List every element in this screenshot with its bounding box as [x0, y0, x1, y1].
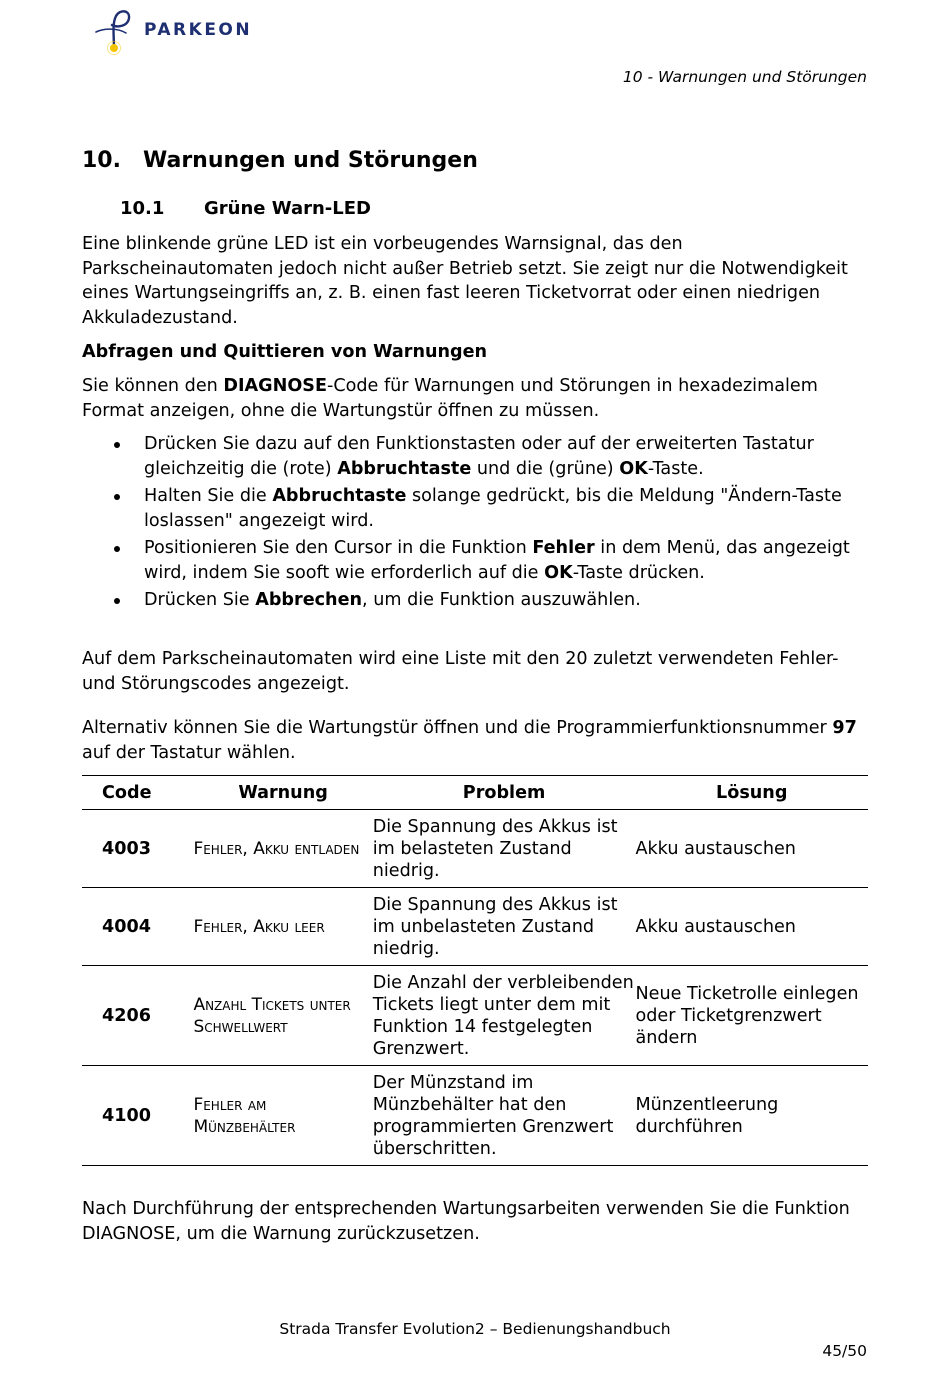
table-row	[82, 810, 868, 888]
cell-code: 4100	[82, 1066, 193, 1166]
header-code: Code	[82, 776, 193, 810]
bullet-text: Drücken Sie	[144, 590, 256, 610]
subsection-heading	[120, 198, 371, 219]
warning-codes-table	[82, 775, 868, 1166]
header-solution: Lösung	[635, 776, 868, 810]
footer-manual-title: Strada Transfer Evolution2 – Bedienungshandbuch	[279, 1320, 671, 1338]
cell-code: 4206	[82, 966, 193, 1066]
alternative-paragraph	[82, 716, 872, 765]
diagnose-text-2: -Code für Warnungen und Störungen in hexadezimalem Format anzeigen, ohne die Wartungstür öffnen zu müssen.	[82, 376, 818, 421]
header-problem: Problem	[373, 776, 636, 810]
cell-problem: Die Anzahl der verbleibenden Tickets liegt unter dem mit Funktion 14 festgelegten Grenzwert.	[373, 966, 636, 1066]
cell-solution: Akku austauschen	[635, 810, 868, 888]
alt-function-number: 97	[832, 718, 857, 738]
list-item	[82, 484, 872, 533]
diagnose-paragraph	[82, 374, 872, 423]
cell-warning: Fehler, Akku entladen	[193, 810, 372, 888]
parkeon-logo-icon	[92, 6, 144, 56]
section-number: 10.	[82, 148, 121, 173]
intro-paragraph: Eine blinkende grüne LED ist ein vorbeugendes Warnsignal, das den Parkscheinautomaten jedoch nicht außer Betrieb setzt. Sie zeigt nur die Notwendigkeit eines Wartungseingriffs an, z. B. einen fast leeren Ticketvorrat oder einen niedrigen Akkuladezustand.	[82, 234, 848, 328]
bullet-text: Halten Sie die	[144, 486, 273, 506]
instruction-list	[82, 432, 872, 616]
logo-wordmark: PARKEON	[144, 20, 253, 40]
bullet-text: Drücken Sie dazu auf den Funktionstasten oder auf der erweiterten Tastatur gleichzeitig die (rote)	[144, 434, 814, 479]
list-info-paragraph: Auf dem Parkscheinautomaten wird eine Liste mit den 20 zuletzt verwendeten Fehler- und Störungscodes angezeigt.	[82, 649, 839, 694]
subheading-warnings: Abfragen und Quittieren von Warnungen	[82, 342, 488, 362]
table-row	[82, 966, 868, 1066]
bullet-text: -Taste.	[647, 458, 704, 479]
diagnose-keyword: DIAGNOSE	[223, 376, 327, 396]
cell-problem: Die Spannung des Akkus ist im unbelasteten Zustand niedrig.	[373, 888, 636, 966]
bullet-text: -Taste drücken.	[572, 562, 705, 583]
bullet-bold: Abbrechen	[255, 590, 363, 610]
cell-solution: Akku austauschen	[635, 888, 868, 966]
table-row	[82, 1066, 868, 1166]
cell-code: 4004	[82, 888, 193, 966]
running-header: 10 - Warnungen und Störungen	[622, 68, 867, 86]
cell-warning: Fehler, Akku leer	[193, 888, 372, 966]
page-number: 45/50	[822, 1342, 867, 1360]
bullet-icon	[114, 598, 120, 604]
section-heading	[82, 148, 478, 173]
subsection-number: 10.1	[120, 198, 165, 219]
cell-solution: Münzentleerung durchführen	[635, 1066, 868, 1166]
bullet-text: solange gedrückt, bis die Meldung "Ändern-Taste loslassen" angezeigt wird.	[144, 486, 842, 531]
alt-text-1: Alternativ können Sie die Wartungstür öffnen und die Programmierfunktionsnummer	[82, 718, 833, 738]
table-row	[82, 888, 868, 966]
bullet-icon	[114, 494, 120, 500]
section-title: Warnungen und Störungen	[143, 148, 478, 173]
table-header-row	[82, 776, 868, 810]
cell-warning: Fehler am Münzbehälter	[193, 1066, 372, 1166]
header-warning: Warnung	[193, 776, 372, 810]
bullet-text: , um die Funktion auszuwählen.	[362, 590, 641, 610]
cell-solution: Neue Ticketrolle einlegen oder Ticketgrenzwert ändern	[635, 966, 868, 1066]
list-item	[82, 588, 872, 613]
bullet-text: in dem Menü, das angezeigt wird, indem Sie sooft wie erforderlich auf die	[144, 538, 850, 583]
cell-problem: Die Spannung des Akkus ist im belasteten Zustand niedrig.	[373, 810, 636, 888]
diagnose-text-1: Sie können den	[82, 376, 224, 396]
bullet-bold: Abbruchtaste	[337, 458, 472, 479]
cell-code: 4003	[82, 810, 193, 888]
list-item	[82, 536, 872, 585]
subsection-title: Grüne Warn-LED	[204, 198, 371, 219]
bullet-bold: Fehler	[532, 538, 595, 558]
cell-warning: Anzahl Tickets unter Schwellwert	[193, 966, 372, 1066]
alt-text-2: auf der Tastatur wählen.	[82, 742, 296, 763]
bullet-bold: OK	[544, 562, 573, 583]
cell-problem: Der Münzstand im Münzbehälter hat den programmierten Grenzwert überschritten.	[373, 1066, 636, 1166]
list-item	[82, 432, 872, 481]
closing-paragraph: Nach Durchführung der entsprechenden Wartungsarbeiten verwenden Sie die Funktion DIAGNOSE, um die Warnung zurückzusetzen.	[82, 1199, 850, 1244]
bullet-text: Positionieren Sie den Cursor in die Funktion	[144, 538, 533, 558]
parkeon-logo	[92, 6, 282, 56]
bullet-bold: OK	[619, 458, 648, 479]
bullet-text: und die (grüne)	[471, 458, 620, 479]
bullet-bold: Abbruchtaste	[272, 486, 407, 506]
bullet-icon	[114, 442, 120, 448]
bullet-icon	[114, 546, 120, 552]
